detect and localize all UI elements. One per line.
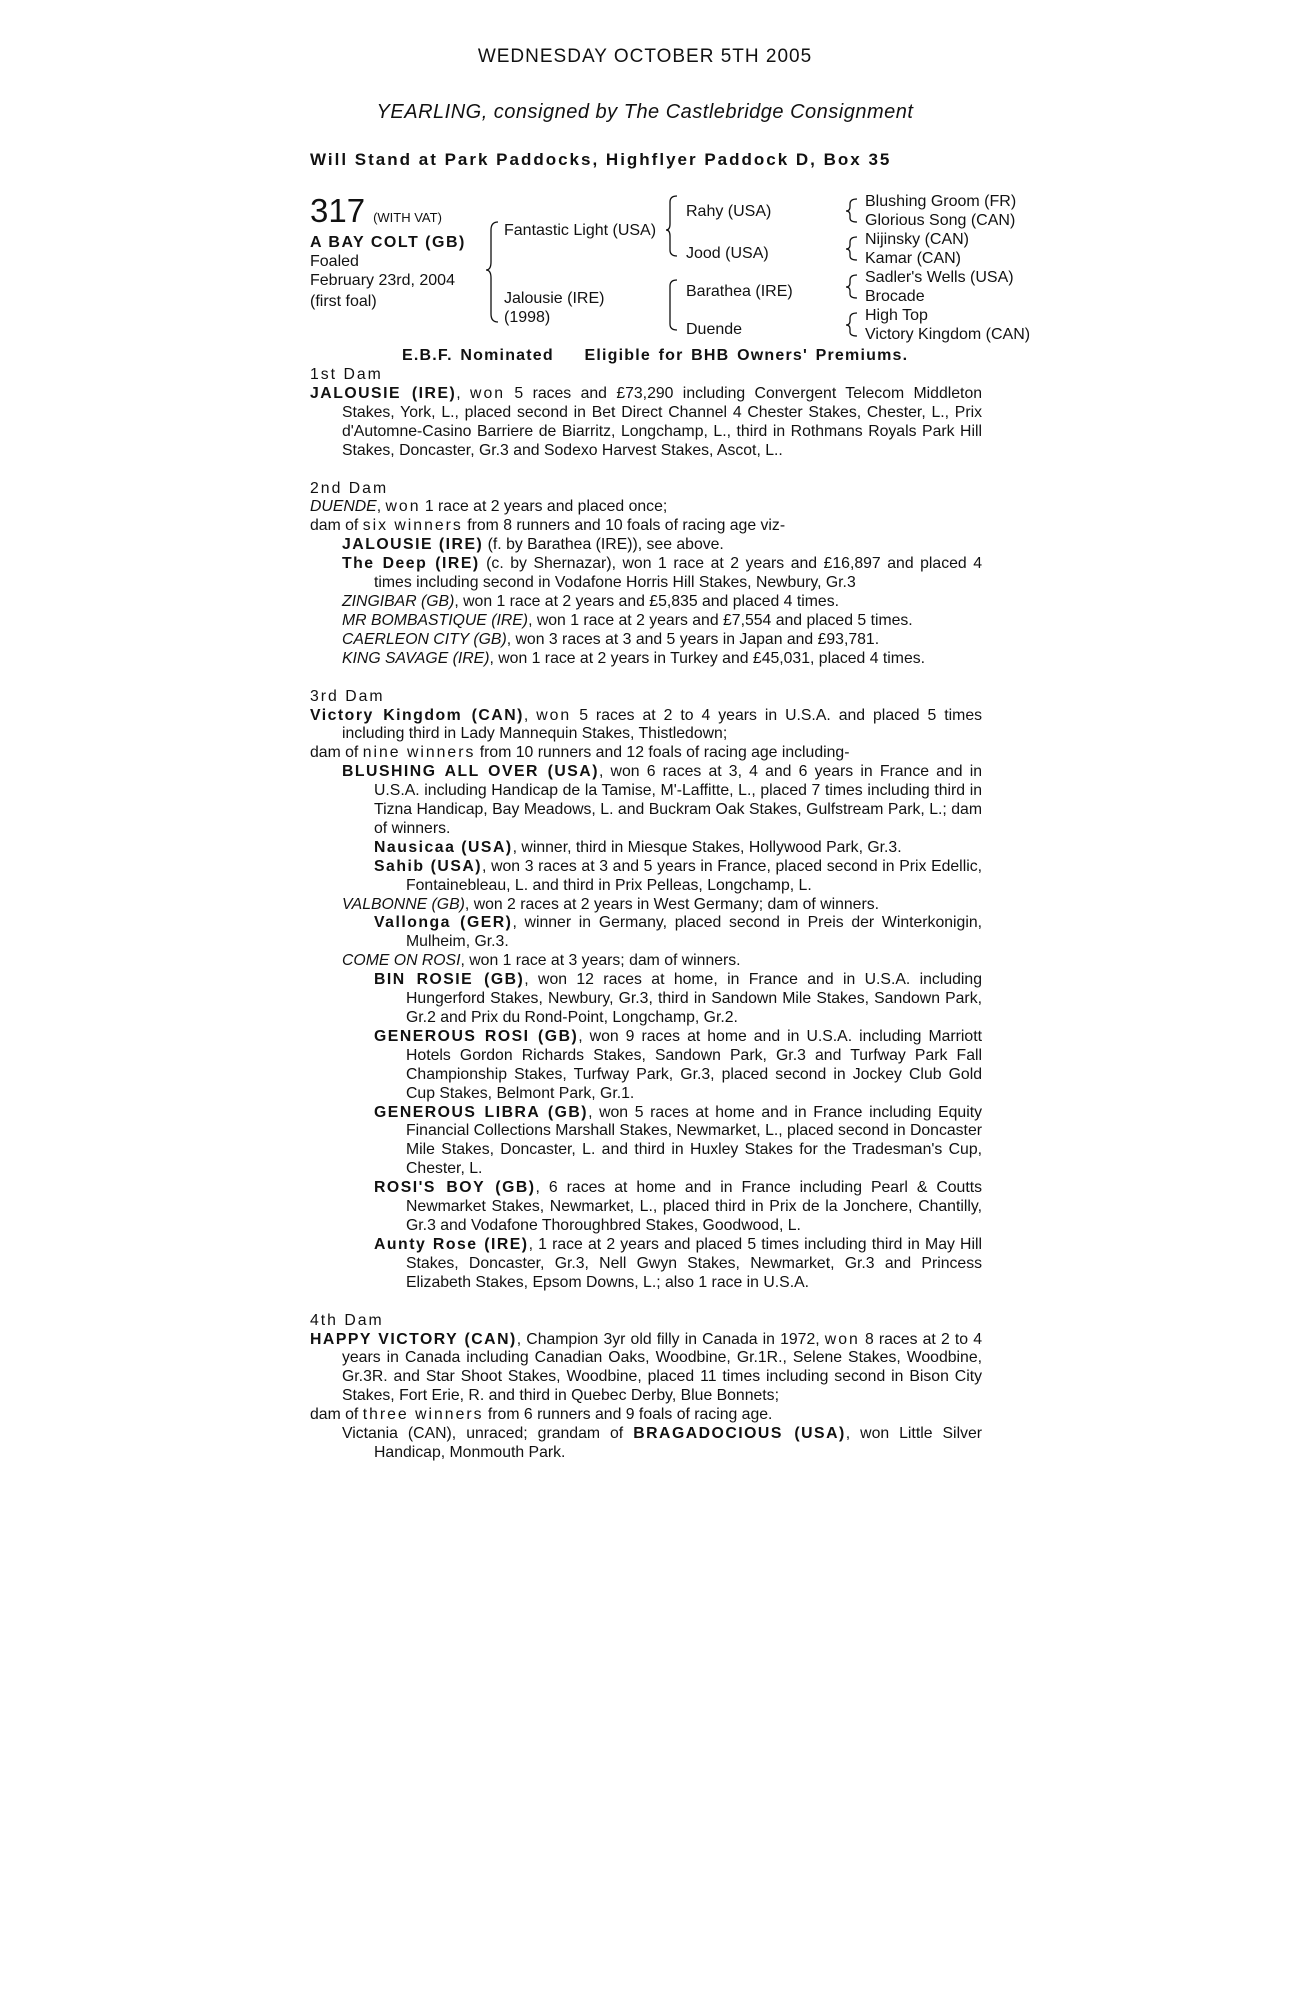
second-dam-record: DUENDE, won 1 race at 2 years and placed once;: [310, 498, 668, 516]
list-item: Vallonga (GER), winner in Germany, placed second in Preis der Winterkonigin, Mulheim, Gr.3.: [374, 914, 982, 951]
list-item: GENEROUS ROSI (GB), won 9 races at home and in U.S.A. including Marriott Hotels Gordon Richards Stakes, Sandown Park, Gr.3 and Turfway Park Fall Championship Stakes, Turfway Park, Gr.3, placed second in Jockey Club Gold Cup Stakes, Belmont Park, Gr.1.: [374, 1027, 983, 1102]
third-dam-name: Victory Kingdom (CAN): [310, 706, 524, 724]
pedigree-sire: Fantastic Light (USA): [504, 222, 657, 239]
list-item: COME ON ROSI, won 1 race at 3 years; dam of winners.: [342, 952, 741, 970]
third-dam-heading: 3rd Dam: [310, 687, 385, 705]
second-dam-produce-summary: dam of six winners from 8 runners and 10 foals of racing age viz-: [310, 517, 786, 535]
fourth-dam-section: [310, 1312, 982, 1463]
first-foal-note: (first foal): [310, 293, 377, 310]
list-item: JALOUSIE (IRE) (f. by Barathea (IRE)), see above.: [342, 536, 724, 554]
fourth-dam-record: HAPPY VICTORY (CAN), Champion 3yr old filly in Canada in 1972, won 8 races at 2 to 4 years in Canada including Canadian Oaks, Woodbine, Gr.1R., Selene Stakes, Woodbine, Gr.3R. and Star Shoot Stakes, Woodbine, placed 11 times including second in Bison City Stakes, Fort Erie, R. and third in Quebec Derby, Blue Bonnets;: [310, 1330, 983, 1405]
foaled-date: February 23rd, 2004: [310, 272, 455, 289]
catalogue-body: [310, 366, 982, 1482]
sale-date: WEDNESDAY OCTOBER 5TH 2005: [477, 46, 813, 67]
pedigree-dam-dam: Duende: [686, 321, 743, 338]
pedigree-g6: Brocade: [865, 288, 925, 305]
third-dam-section: [310, 688, 982, 1293]
third-dam-record: Victory Kingdom (CAN), won 5 races at 2 to 4 years in U.S.A. and placed 5 times including third in Lady Mannequin Stakes, Thistledown;: [310, 706, 983, 743]
fourth-dam-name: HAPPY VICTORY (CAN): [310, 1330, 517, 1348]
second-dam-name: DUENDE: [310, 498, 377, 516]
lot-number: 317: [310, 192, 366, 229]
fourth-dam-produce-summary: dam of three winners from 6 runners and 9 foals of racing age.: [310, 1406, 773, 1424]
first-dam-section: [310, 366, 982, 461]
list-item: CAERLEON CITY (GB), won 3 races at 3 and 5 years in Japan and £93,781.: [342, 630, 880, 648]
list-item: Nausicaa (USA), winner, third in Miesque Stakes, Hollywood Park, Gr.3.: [374, 838, 902, 856]
list-item: Victania (CAN), unraced; grandam of BRAGADOCIOUS (USA), won Little Silver Handicap, Monmouth Park.: [342, 1425, 983, 1461]
pedigree-g5: Sadler's Wells (USA): [865, 269, 1014, 286]
vat-note: (WITH VAT): [373, 210, 442, 225]
eligibility-line: E.B.F. Nominated Eligible for BHB Owners' Premiums.: [402, 347, 909, 364]
list-item: GENEROUS LIBRA (GB), won 5 races at home and in France including Equity Financial Collections Marshall Stakes, Newmarket, L., placed second in Doncaster Mile Stakes, Doncaster, L. and third in Huxley Stakes for the Tradesman's Cup, Chester, L.: [374, 1103, 982, 1178]
pedigree-g8: Victory Kingdom (CAN): [865, 326, 1031, 343]
list-item: MR BOMBASTIQUE (IRE), won 1 race at 2 years and £7,554 and placed 5 times.: [342, 611, 913, 629]
list-item: ROSI'S BOY (GB), 6 races at home and in France including Pearl & Coutts Newmarket Stakes, Newmarket, L., placed third in Prix de la Jonchere, Chantilly, Gr.3 and Vodafone Thoroughbred Stakes, Goodwood, L.: [374, 1179, 983, 1234]
foaled-label: Foaled: [310, 253, 359, 270]
pedigree-g4: Kamar (CAN): [865, 250, 962, 267]
first-dam-name: JALOUSIE (IRE): [310, 384, 457, 402]
first-dam-record: JALOUSIE (IRE), won 5 races and £73,290 including Convergent Telecom Middleton Stakes, York, L., placed second in Bet Direct Channel 4 Chester Stakes, Chester, L., Prix d'Automne-Casino Barriere de Biarritz, Longchamp, L., third in Rothmans Royals Park Hill Stakes, Doncaster, Gr.3 and Sodexo Harvest Stakes, Ascot, L..: [310, 384, 983, 459]
third-dam-produce-summary: dam of nine winners from 10 runners and 12 foals of racing age including-: [310, 744, 850, 762]
consignment-line: YEARLING, consigned by The Castlebridge Consignment: [376, 101, 914, 123]
list-item: KING SAVAGE (IRE), won 1 race at 2 years in Turkey and £45,031, placed 4 times.: [342, 649, 926, 667]
list-item: Sahib (USA), won 3 races at 3 and 5 years in France, placed second in Prix Edellic, Fontainebleau, L. and third in Prix Pelleas, Longchamp, L.: [374, 857, 983, 894]
pedigree-dam-sire: Barathea (IRE): [686, 283, 793, 300]
list-item: The Deep (IRE) (c. by Shernazar), won 1 race at 2 years and £16,897 and placed 4 times including second in Vodafone Horris Hill Stakes, Newbury, Gr.3: [342, 555, 982, 592]
pedigree-sire-dam: Jood (USA): [686, 245, 769, 262]
list-item: BLUSHING ALL OVER (USA), won 6 races at 3, 4 and 6 years in France and in U.S.A. including Handicap de la Tamise, M'-Laffitte, L., placed 7 times including third in Tizna Handicap, Bay Meadows, L. and Buckram Oak Stakes, Gulfstream Park, L.; dam of winners.: [342, 763, 982, 837]
list-item: Aunty Rose (IRE), 1 race at 2 years and placed 5 times including third in May Hill Stakes, Doncaster, Gr.3, Nell Gwyn Stakes, Newmarket, Gr.3 and Princess Elizabeth Stakes, Epsom Downs, L.; also 1 race in U.S.A.: [374, 1235, 982, 1291]
pedigree-g2: Glorious Song (CAN): [865, 212, 1016, 229]
pedigree-g1: Blushing Groom (FR): [865, 193, 1017, 210]
fourth-dam-heading: 4th Dam: [310, 1311, 384, 1329]
pedigree-dam: Jalousie (IRE): [504, 290, 605, 307]
lot-description: A BAY COLT (GB): [310, 234, 466, 251]
pedigree-dam-year: (1998): [504, 309, 551, 326]
second-dam-section: [310, 480, 982, 669]
first-dam-heading: 1st Dam: [310, 366, 383, 383]
pedigree-g7: High Top: [865, 307, 928, 324]
second-dam-heading: 2nd Dam: [310, 479, 389, 497]
list-item: ZINGIBAR (GB), won 1 race at 2 years and £5,835 and placed 4 times.: [342, 592, 839, 610]
list-item: BIN ROSIE (GB), won 12 races at home, in France and in U.S.A. including Hungerford Stakes, Newbury, Gr.3, third in Sandown Mile Stakes, Sandown Park, Gr.2 and Prix du Rond-Point, Longchamp, Gr.2.: [374, 971, 982, 1026]
pedigree-sire-sire: Rahy (USA): [686, 203, 772, 220]
pedigree-brackets: [0, 0, 1290, 360]
pedigree-g3: Nijinsky (CAN): [865, 231, 969, 248]
stand-location: Will Stand at Park Paddocks, Highflyer Paddock D, Box 35: [310, 150, 892, 169]
list-item: VALBONNE (GB), won 2 races at 2 years in West Germany; dam of winners.: [342, 895, 880, 913]
